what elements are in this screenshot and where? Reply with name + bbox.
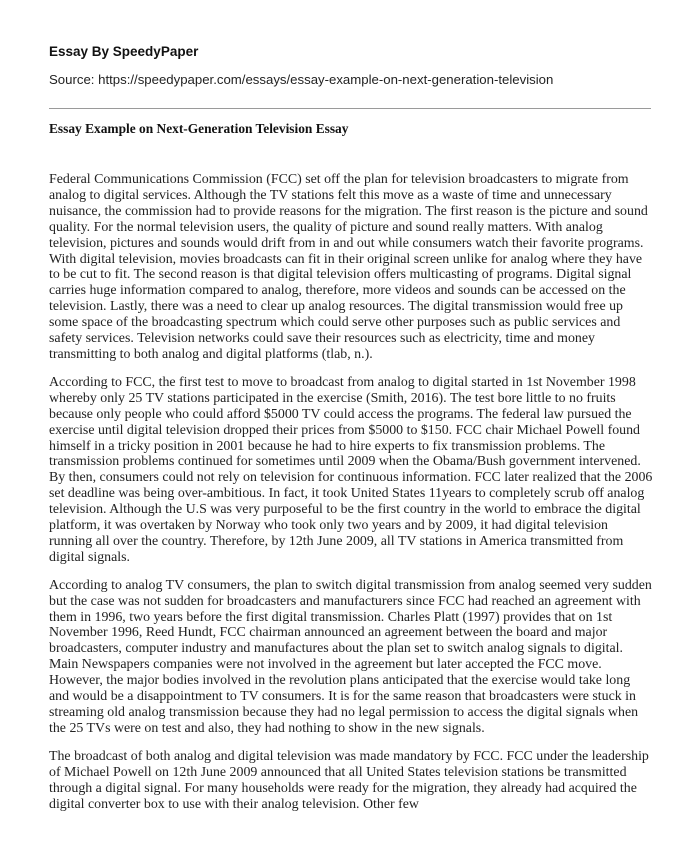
paragraph: The broadcast of both analog and digital television was made mandatory by FCC. FCC under the leadership of Michael Powell on 12th June 2009 announced that all United States television stations be transmitted through a digital signal. For many households were ready for the migration, they already had acquired the digital converter box to use with their analog television. Other few [49, 748, 649, 812]
source-line: Source: https://speedypaper.com/essays/essay-example-on-next-generation-television [49, 72, 554, 87]
header-divider [49, 108, 651, 109]
paragraph: According to analog TV consumers, the plan to switch digital transmission from analog seemed very sudden but the case was not sudden for broadcasters and manufacturers since FCC had reached an agreement with them in 1996, two years before the first digital transmission. Charles Platt (1997) provides that on 1st November 1996, Reed Hundt, FCC chairman announced an agreement between the board and major broadcasters, computer industry and manufactures about the plan set to switch analog signals to digital. Main Newspapers companies were not involved in the agreement but later accepted the FCC move. However, the major bodies involved in the revolution plans anticipated that the exercise would take long and would be a disappointment to TV consumers. It is for the same reason that broadcasters were stuck in streaming old analog transmission because they had no legal permission to access the digital signals when the 25 TVs were on test and also, they had nothing to show in the new signals. [49, 577, 652, 736]
essay-title: Essay Example on Next-Generation Television Essay [49, 121, 349, 136]
brand-heading: Essay By SpeedyPaper [49, 44, 199, 59]
essay-body [49, 172, 653, 824]
paragraph: According to FCC, the first test to move to broadcast from analog to digital started in 1st November 1998 whereby only 25 TV stations participated in the exercise (Smith, 2016). The test bore little to no fruits because only people who could afford $5000 TV could access the programs. The federal law pursued the exercise until digital television dropped their prices from $5000 to $150. FCC chair Michael Powell found himself in a tricky position in 2001 because he had to hire experts to fix transmission problems. The transmission problems continued for sometimes until 2009 when the Obama/Bush government intervened. By then, consumers could not rely on television for continuous information. FCC later realized that the 2006 set deadline was being over-ambitious. In fact, it took United States 11years to completely scrub off analog television. Although the U.S was very purposeful to be the first country in the world to embrace the digital platform, it was overtaken by Norway who took only two years and by 2009, it had digital television running all over the country. Therefore, by 12th June 2009, all TV stations in America transmitted from digital signals. [49, 374, 653, 565]
paragraph: Federal Communications Commission (FCC) set off the plan for television broadcasters to migrate from analog to digital services. Although the TV stations felt this move as a waste of time and unnecessary nuisance, the commission had to provide reasons for the migration. The first reason is the picture and sound quality. For the normal television users, the quality of picture and sound really matters. With analog television, pictures and sounds would drift from in and out while consumers watch their favorite programs. With digital television, movies broadcasts can fit in their original screen unlike for analog where they have to be cut to fit. The second reason is that digital television offers multicasting of programs. Digital signal carries huge information compared to analog, therefore, more videos and sounds can be accessed on the television. Lastly, there was a need to clear up analog resources. The digital transmission would free up some space of the broadcasting spectrum which could serve other purposes such as public services and safety services. Television networks could save their resources such as electricity, time and money transmitting to both analog and digital platforms (tlab, n.). [49, 172, 648, 362]
